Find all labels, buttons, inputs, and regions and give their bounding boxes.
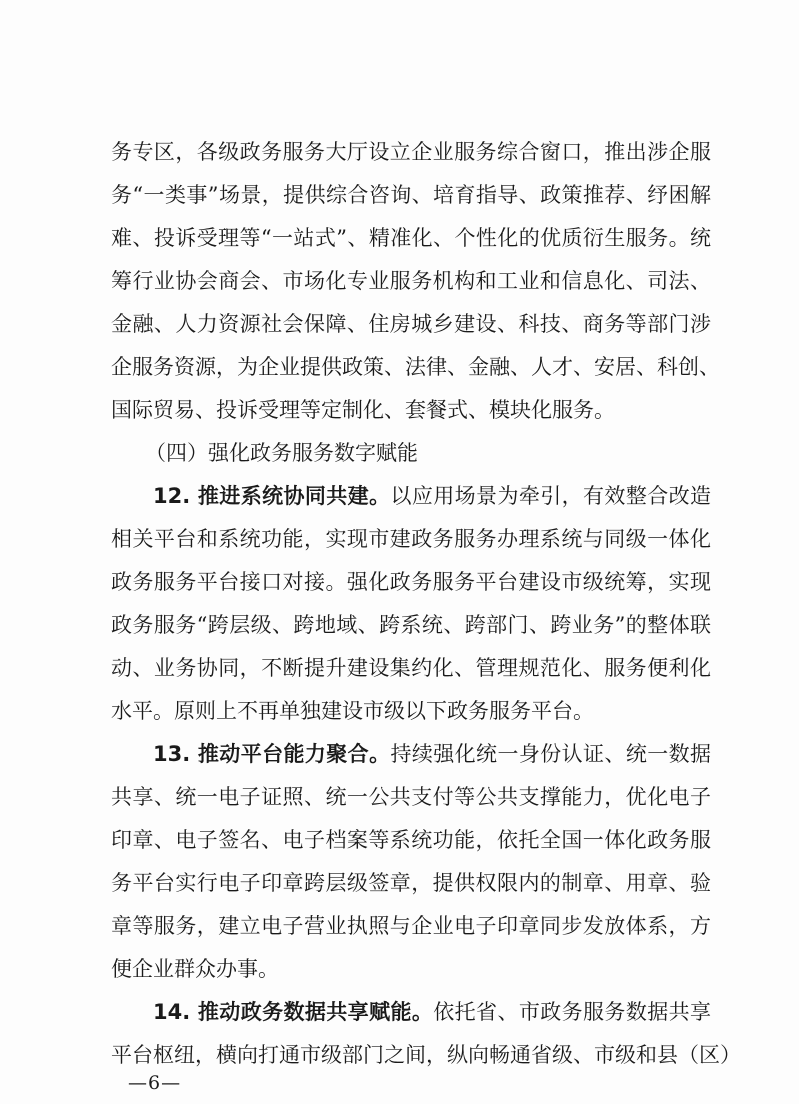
- body-line: 动、业务协同，不断提升建设集约化、管理规范化、服务便利化: [111, 656, 711, 680]
- body-line: 水平。原则上不再单独建设市级以下政务服务平台。: [111, 699, 594, 723]
- body-line: 务专区，各级政务服务大厅设立企业服务综合窗口，推出涉企服: [111, 140, 711, 164]
- item-14-text: 依托省、市政务服务数据共享: [433, 1000, 712, 1024]
- body-line: 相关平台和系统功能，实现市建政务服务办理系统与同级一体化: [111, 527, 711, 551]
- body-line: 便企业群众办事。: [111, 957, 279, 981]
- body-line: 平台枢纽，横向打通市级部门之间，纵向畅通省级、市级和县（区）: [111, 1043, 741, 1067]
- body-line: 筹行业协会商会、市场化专业服务机构和工业和信息化、司法、: [111, 269, 711, 293]
- item-12-title: 12. 推进系统协同共建。: [153, 484, 391, 508]
- item-14-title: 14. 推动政务数据共享赋能。: [153, 1000, 434, 1024]
- body-line: 政务服务“跨层级、跨地域、跨系统、跨部门、跨业务”的整体联: [111, 613, 711, 637]
- item-12-text: 以应用场景为牵引，有效整合改造: [390, 484, 712, 508]
- body-line: 共享、统一电子证照、统一公共支付等公共支撑能力，优化电子: [111, 785, 711, 809]
- item-13-title: 13. 推动平台能力聚合。: [153, 742, 391, 766]
- body-line: 印章、电子签名、电子档案等系统功能，依托全国一体化政务服: [111, 828, 711, 852]
- page-number: —6—: [128, 1072, 182, 1094]
- body-line: 务平台实行电子印章跨层级签章，提供权限内的制章、用章、验: [111, 871, 711, 895]
- body-line: 务“一类事”场景，提供综合咨询、培育指导、政策推荐、纾困解: [111, 183, 711, 207]
- body-line: 企服务资源，为企业提供政策、法律、金融、人才、安居、科创、: [111, 355, 720, 379]
- item-13-first-line: [153, 738, 711, 770]
- body-line: 金融、人力资源社会保障、住房城乡建设、科技、商务等部门涉: [111, 312, 711, 336]
- body-line: 难、投诉受理等“一站式”、精准化、个性化的优质衍生服务。统: [111, 226, 711, 250]
- body-line: 政务服务平台接口对接。强化政务服务平台建设市级统筹，实现: [111, 570, 711, 594]
- body-line: 章等服务，建立电子营业执照与企业电子印章同步发放体系，方: [111, 914, 711, 938]
- section-heading: （四）强化政务服务数字赋能: [145, 441, 418, 465]
- item-12-first-line: [153, 480, 711, 512]
- body-line: 国际贸易、投诉受理等定制化、套餐式、模块化服务。: [111, 398, 615, 422]
- item-13-text: 持续强化统一身份认证、统一数据: [390, 742, 712, 766]
- item-14-first-line: [153, 996, 711, 1028]
